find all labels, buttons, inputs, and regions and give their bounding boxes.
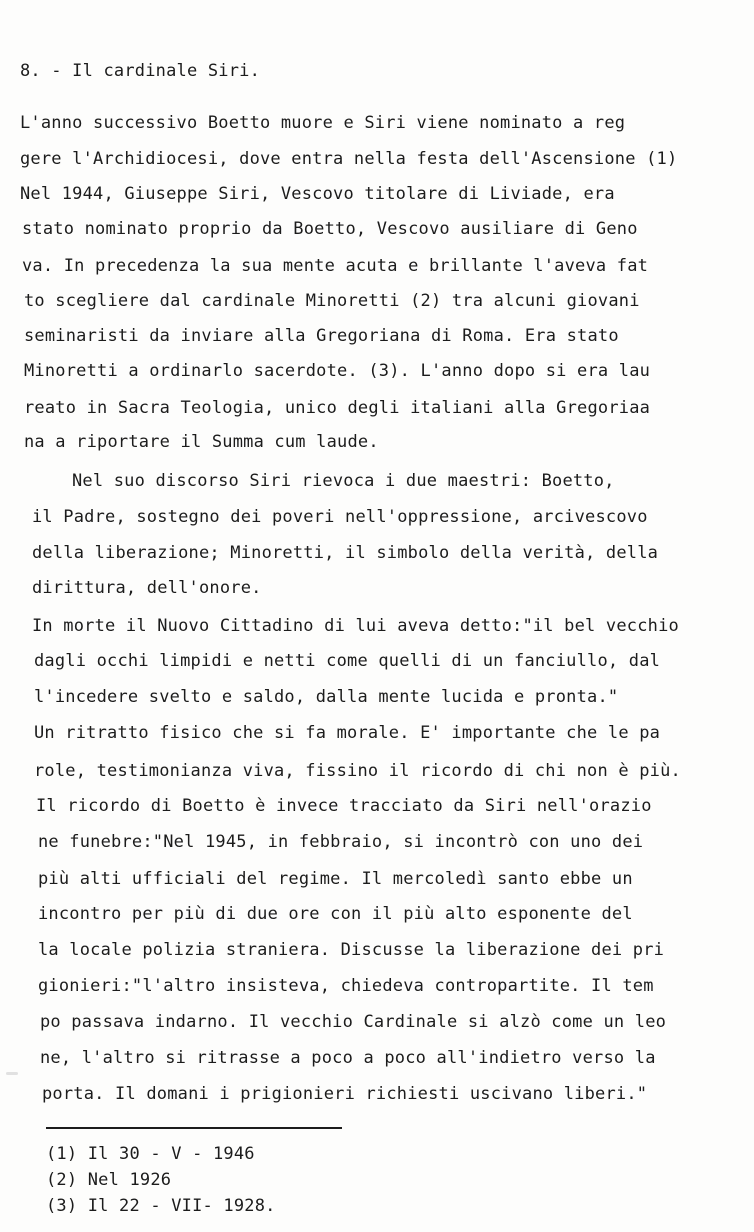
- text-line: porta. Il domani i prigionieri richiesti uscivano liberi.": [42, 1084, 648, 1104]
- footnote: (2) Nel 1926: [46, 1170, 172, 1190]
- text-line: to scegliere dal cardinale Minoretti (2) tra alcuni giovani: [24, 291, 640, 311]
- text-line: Nel 1944, Giuseppe Siri, Vescovo titolare di Liviade, era: [20, 184, 615, 204]
- text-line: dirittura, dell'onore.: [32, 578, 262, 598]
- text-line: stato nominato proprio da Boetto, Vescovo ausiliare di Geno: [22, 219, 638, 239]
- text-line: ne, l'altro si ritrasse a poco a poco all'indietro verso la: [40, 1048, 656, 1068]
- footnote: (1) Il 30 - V - 1946: [46, 1144, 255, 1164]
- text-line: la locale polizia straniera. Discusse la liberazione dei pri: [38, 940, 665, 960]
- text-line: Nel suo discorso Siri rievoca i due maestri: Boetto,: [72, 471, 615, 491]
- text-line: ne funebre:"Nel 1945, in febbraio, si incontrò con uno dei: [38, 832, 644, 852]
- text-line: Minoretti a ordinarlo sacerdote. (3). L'anno dopo si era lau: [24, 361, 651, 381]
- text-line: seminaristi da inviare alla Gregoriana di Roma. Era stato: [24, 326, 619, 346]
- text-line: incontro per più di due ore con il più alto esponente del: [38, 904, 633, 924]
- text-line: più alti ufficiali del regime. Il mercoledì santo ebbe un: [38, 869, 633, 889]
- text-line: role, testimonianza viva, fissino il ricordo di chi non è più.: [34, 761, 681, 781]
- text-line: dagli occhi limpidi e netti come quelli di un fanciullo, dal: [34, 651, 661, 671]
- section-heading: 8. - Il cardinale Siri.: [20, 61, 261, 81]
- text-line: reato in Sacra Teologia, unico degli italiani alla Gregoriaa: [24, 398, 651, 418]
- text-line: Un ritratto fisico che si fa morale. E' importante che le pa: [34, 723, 661, 743]
- text-line: l'incedere svelto e saldo, dalla mente lucida e pronta.": [34, 687, 619, 707]
- text-line: In morte il Nuovo Cittadino di lui aveva detto:"il bel vecchio: [32, 616, 679, 636]
- text-line: po passava indarno. Il vecchio Cardinale si alzò come un leo: [40, 1012, 667, 1032]
- text-line: na a riportare il Summa cum laude.: [24, 432, 379, 452]
- text-line: Il ricordo di Boetto è invece tracciato da Siri nell'orazio: [36, 796, 652, 816]
- footnote: (3) Il 22 - VII- 1928.: [46, 1196, 276, 1216]
- text-line: va. In precedenza la sua mente acuta e brillante l'aveva fat: [22, 256, 649, 276]
- text-line: della liberazione; Minoretti, il simbolo della verità, della: [32, 543, 659, 563]
- text-line: gionieri:"l'altro insisteva, chiedeva contropartite. Il tem: [38, 976, 654, 996]
- footnote-divider: [46, 1127, 342, 1129]
- text-line: L'anno successivo Boetto muore e Siri viene nominato a reg: [20, 113, 626, 133]
- text-line: gere l'Archidiocesi, dove entra nella festa dell'Ascensione (1): [20, 149, 678, 169]
- text-line: il Padre, sostegno dei poveri nell'oppressione, arcivescovo: [32, 507, 648, 527]
- paper-smudge: [6, 1072, 18, 1075]
